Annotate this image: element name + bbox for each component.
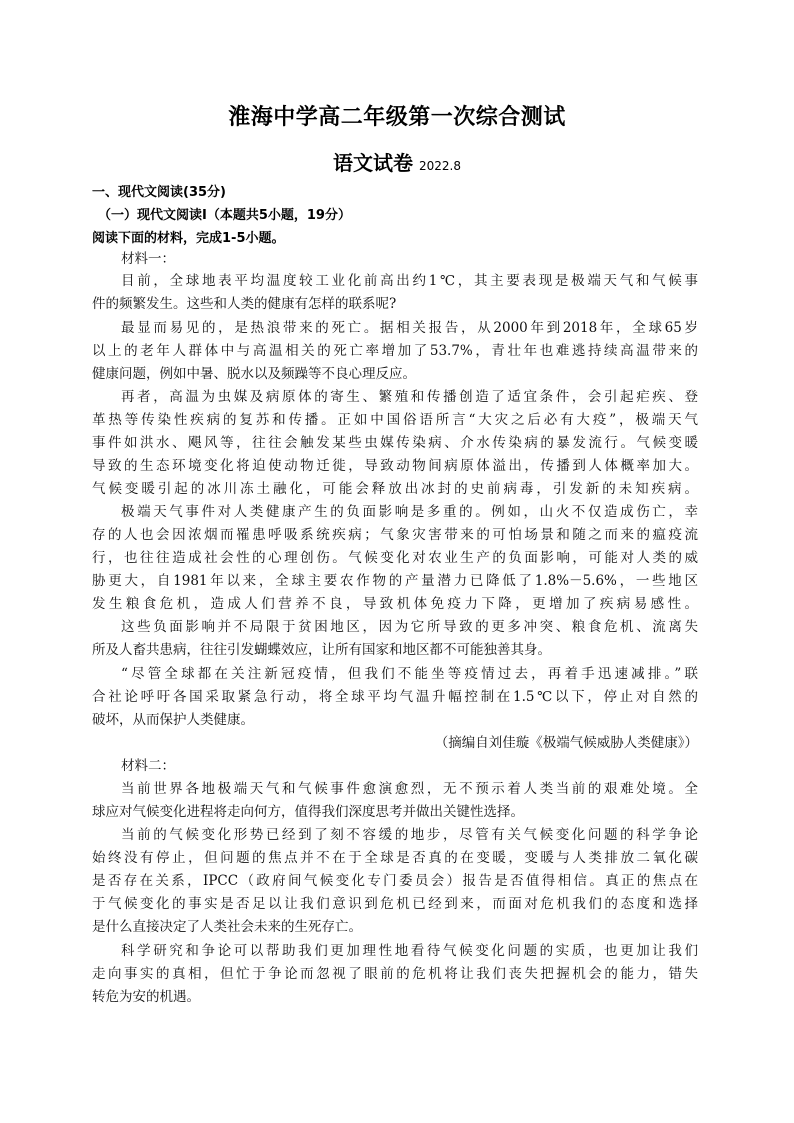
- paper-title: [0, 147, 794, 176]
- section-heading: 一、现代文阅读(35分): [92, 185, 226, 200]
- text-line: 以上的老年人群体中与高温相关的死亡率增加了53.7%，青壮年也难逃持续高温带来的: [92, 343, 698, 359]
- text-line: 行，也往往造成社会性的心理创伤。气候变化对农业生产的负面影响，可能对人类的威: [92, 550, 698, 566]
- text-line: 破坏，从而保护人类健康。: [92, 712, 254, 728]
- material-label: 材料一：: [121, 251, 175, 267]
- text-line: 极端天气事件对人类健康产生的负面影响是多重的。例如，山火不仅造成伤亡，幸: [121, 504, 698, 520]
- text-line: 气候变暖引起的冰川冻土融化，可能会释放出冰封的史前病毒，引发新的未知疾病。: [92, 481, 698, 497]
- text-line: 导致的生态环境变化将迫使动物迁徙，导致动物间病原体溢出，传播到人体概率加大。: [92, 458, 698, 474]
- text-line: 存的人也会因浓烟而罹患呼吸系统疾病；气象灾害带来的可怕场景和随之而来的瘟疫流: [92, 527, 698, 543]
- material-label: 材料二：: [121, 758, 175, 774]
- sub-section-heading: （一）现代文阅读Ⅰ（本题共5小题，19分）: [98, 208, 351, 223]
- exam-title: 淮海中学高二年级第一次综合测试: [228, 105, 566, 130]
- text-line: 科学研究和争论可以帮助我们更加理性地看待气候变化问题的实质，也更加让我们: [121, 943, 698, 959]
- text-line: 转危为安的机遇。: [92, 989, 200, 1005]
- text-line: 合社论呼吁各国采取紧急行动，将全球平均气温升幅控制在1.5℃以下，停止对自然的: [92, 689, 698, 705]
- subject-name: 语文试卷: [333, 151, 413, 175]
- text-line: 件的频繁发生。这些和人类的健康有怎样的联系呢?: [92, 296, 397, 312]
- text-line: 革热等传染性疾病的复苏和传播。正如中国俗语所言“大灾之后必有大疫”，极端天气: [92, 412, 698, 428]
- text-line: 胁更大，自1981年以来，全球主要农作物的产量潜力已降低了1.8%－5.6%，一些地区: [92, 573, 698, 589]
- text-line: 是什么直接决定了人类社会未来的生死存亡。: [92, 919, 362, 935]
- text-line: 这些负面影响并不局限于贫困地区，因为它所导致的更多冲突、粮食危机、流离失: [121, 619, 698, 635]
- text-line: 事件如洪水、飓风等，往往会触发某些虫媒传染病、介水传染病的暴发流行。气候变暖: [92, 435, 698, 451]
- exam-date: 2022.8: [419, 159, 461, 173]
- text-line: “尽管全球都在关注新冠疫情，但我们不能坐等疫情过去，再着手迅速减排。”联: [121, 666, 698, 682]
- text-line: 球应对气候变化进程将走向何方，值得我们深度思考并做出关键性选择。: [92, 804, 524, 820]
- text-line: 最显而易见的，是热浪带来的死亡。据相关报告，从2000年到2018年，全球65岁: [121, 320, 698, 336]
- text-line: 走向事实的真相，但忙于争论而忽视了眼前的危机将让我们丧失把握机会的能力，错失: [92, 966, 698, 982]
- text-line: 目前，全球地表平均温度较工业化前高出约1℃，其主要表现是极端天气和气候事: [121, 273, 698, 289]
- text-line: 再者，高温为虫媒及病原体的寄生、繁殖和传播创造了适宜条件，会引起疟疾、登: [121, 389, 698, 405]
- text-line: 当前世界各地极端天气和气候事件愈演愈烈，无不预示着人类当前的艰难处境。全: [121, 781, 698, 797]
- text-line: 当前的气候变化形势已经到了刻不容缓的地步，尽管有关气候变化问题的科学争论: [121, 827, 698, 843]
- text-line: 是否存在关系，IPCC（政府间气候变化专门委员会）报告是否值得相信。真正的焦点在: [92, 873, 698, 889]
- text-line: 所及人畜共患病，往往引发蝴蝶效应，让所有国家和地区都不可能独善其身。: [92, 642, 551, 658]
- text-line: 于气候变化的事实是否足以让我们意识到危机已经到来，而面对危机我们的态度和选择: [92, 896, 698, 912]
- instruction-text: 阅读下面的材料，完成1-5小题。: [92, 231, 285, 246]
- text-line: 始终没有停止，但问题的焦点并不在于全球是否真的在变暖，变暖与人类排放二氧化碳: [92, 850, 698, 866]
- source-citation: （摘编自刘佳璇《极端气候威胁人类健康》）: [434, 735, 698, 751]
- text-line: 健康问题，例如中暑、脱水以及频躁等不良心理反应。: [92, 366, 416, 382]
- text-line: 发生粮食危机，造成人们营养不良，导致机体免疫力下降，更增加了疾病易感性。: [92, 596, 698, 612]
